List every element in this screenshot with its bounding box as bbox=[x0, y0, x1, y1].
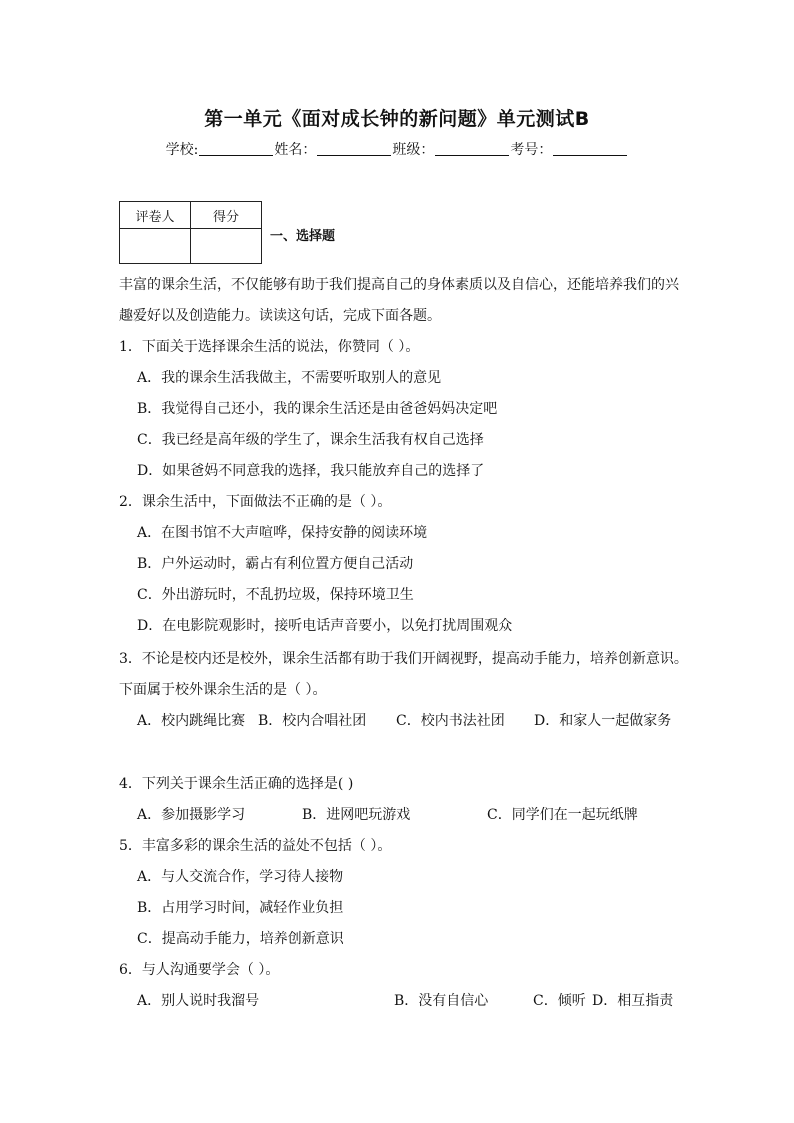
question-1-option-b: B．我觉得自己还小，我的课余生活还是由爸爸妈妈决定吧 bbox=[137, 401, 498, 417]
score-header: 得分 bbox=[191, 202, 262, 229]
question-4-option-a: A．参加摄影学习 bbox=[137, 807, 246, 823]
number-blank bbox=[553, 141, 627, 156]
question-2-option-d: D．在电影院观影时，接听电话声音要小，以免打扰周围观众 bbox=[137, 618, 513, 634]
question-1-option-a: A．我的课余生活我做主，不需要听取别人的意见 bbox=[137, 370, 442, 386]
question-3-option-b: B．校内合唱社团 bbox=[258, 713, 367, 729]
grader-cell bbox=[120, 229, 191, 264]
intro-text-line-2: 趣爱好以及创造能力。读读这句话，完成下面各题。 bbox=[119, 308, 441, 324]
section-heading: 一、选择题 bbox=[270, 229, 336, 244]
score-table bbox=[119, 201, 262, 264]
question-3-stem: 3．不论是校内还是校外，课余生活都有助于我们开阔视野，提高动手能力，培养创新意识。 bbox=[119, 651, 688, 667]
question-3-stem-line-2: 下面属于校外课余生活的是（ ）。 bbox=[119, 682, 327, 698]
intro-text-line-1: 丰富的课余生活，不仅能够有助于我们提高自己的身体素质以及自信心，还能培养我们的兴 bbox=[119, 277, 679, 293]
question-4-option-b: B．进网吧玩游戏 bbox=[302, 807, 411, 823]
name-blank bbox=[317, 141, 391, 156]
question-5-stem: 5．丰富多彩的课余生活的益处不包括（ ）。 bbox=[119, 838, 392, 854]
question-6-option-a: A．别人说时我溜号 bbox=[137, 993, 260, 1009]
question-4-stem: 4．下列关于课余生活正确的选择是( ) bbox=[119, 776, 354, 792]
question-6-option-c: C．倾听 bbox=[533, 993, 586, 1009]
question-3-option-c: C．校内书法社团 bbox=[396, 713, 505, 729]
question-6-option-d: D．相互指责 bbox=[592, 993, 674, 1009]
school-label: 学校: bbox=[165, 142, 199, 158]
number-label: 考号： bbox=[510, 142, 553, 158]
page-title: 第一单元《面对成长钟的新问题》单元测试B bbox=[204, 108, 590, 130]
question-2-option-a: A．在图书馆不大声喧哗，保持安静的阅读环境 bbox=[137, 525, 428, 541]
question-5-option-b: B．占用学习时间，减轻作业负担 bbox=[137, 900, 344, 916]
question-5-option-c: C．提高动手能力，培养创新意识 bbox=[137, 931, 344, 947]
class-label: 班级： bbox=[392, 142, 435, 158]
question-5-option-a: A．与人交流合作，学习待人接物 bbox=[137, 869, 344, 885]
question-1-option-d: D．如果爸妈不同意我的选择，我只能放弃自己的选择了 bbox=[137, 463, 485, 479]
question-6-stem: 6．与人沟通要学会（ ）。 bbox=[119, 962, 280, 978]
question-1-option-c: C．我已经是高年级的学生了，课余生活我有权自己选择 bbox=[137, 432, 484, 448]
question-6-option-b: B．没有自信心 bbox=[394, 993, 489, 1009]
question-2-option-b: B．户外运动时，霸占有利位置方便自己活动 bbox=[137, 556, 414, 572]
question-3-option-a: A．校内跳绳比赛 bbox=[137, 713, 246, 729]
school-blank bbox=[199, 141, 273, 156]
question-2-stem: 2．课余生活中，下面做法不正确的是（ ）。 bbox=[119, 494, 392, 510]
student-info-line bbox=[0, 139, 794, 159]
name-label: 姓名： bbox=[274, 142, 317, 158]
question-3-option-d: D．和家人一起做家务 bbox=[534, 713, 672, 729]
question-4-option-c: C．同学们在一起玩纸牌 bbox=[487, 807, 638, 823]
question-2-option-c: C．外出游玩时，不乱扔垃圾，保持环境卫生 bbox=[137, 587, 414, 603]
grader-header: 评卷人 bbox=[120, 202, 191, 229]
score-cell bbox=[191, 229, 262, 264]
question-1-stem: 1．下面关于选择课余生活的说法，你赞同（ ）。 bbox=[119, 339, 420, 355]
class-blank bbox=[435, 141, 509, 156]
